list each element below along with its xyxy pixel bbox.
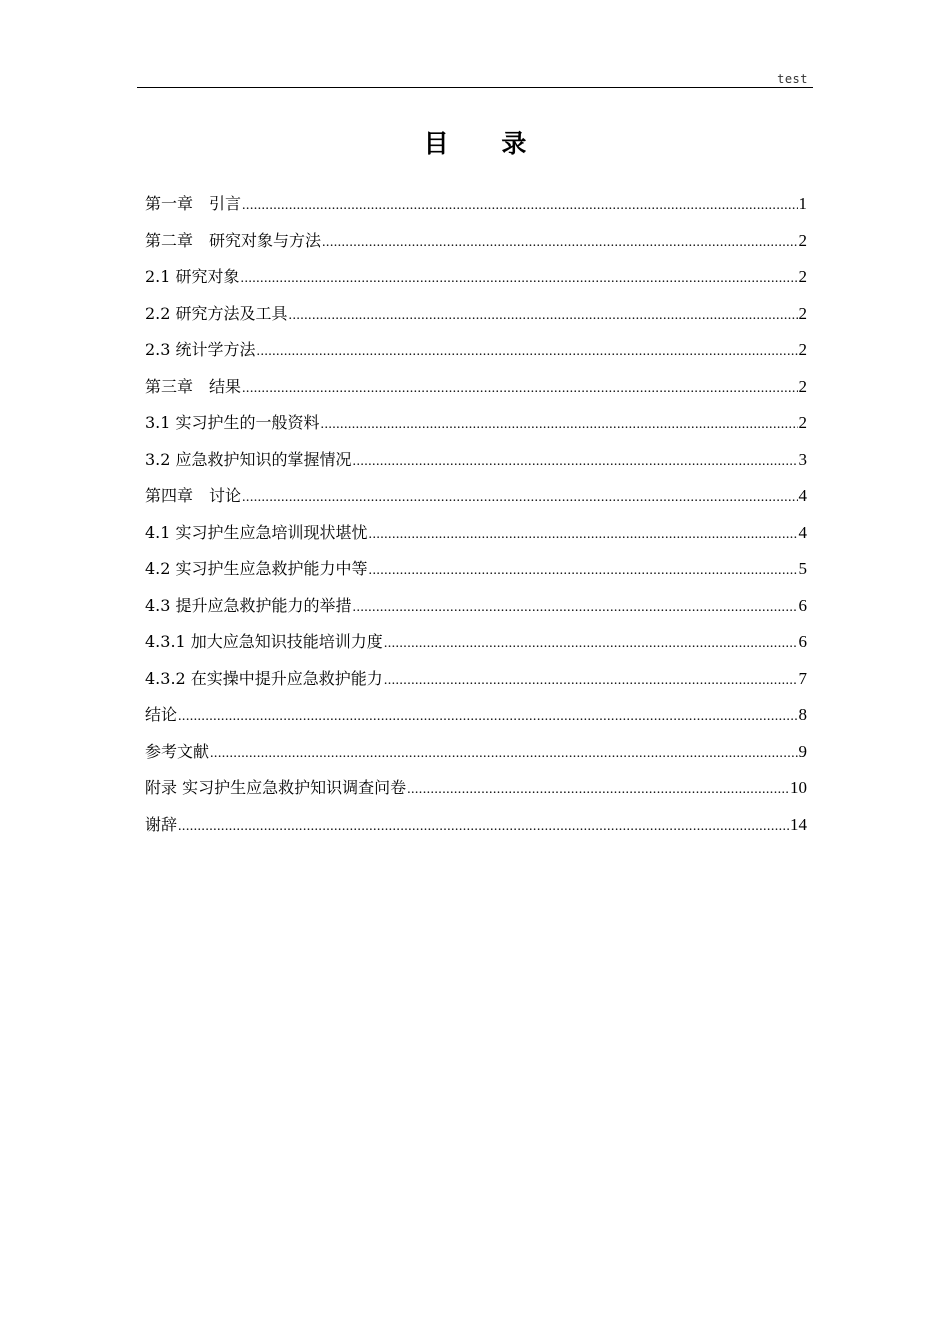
toc-dot-leader [384,626,798,663]
toc-entry-page-number: 7 [798,668,807,688]
toc-entry-label: 4.2 实习护生应急救护能力中等 [145,559,368,578]
toc-entry[interactable] [145,223,807,260]
toc-dot-leader [384,663,798,700]
toc-dot-leader [407,772,789,809]
toc-entry-label: 3.1 实习护生的一般资料 [145,413,320,432]
toc-dot-leader [322,225,797,262]
toc-entry[interactable] [145,186,807,223]
toc-dot-leader [178,699,797,736]
toc-entry-page-number: 10 [790,778,807,797]
toc-entry-label: 3.2 应急救护知识的掌握情况 [145,449,352,469]
toc-entry-page-number: 4 [798,522,807,542]
toc-title: 目 录 [423,129,549,158]
toc-entry-label: 4.3.2 在实操中提升应急救护能力 [145,668,383,688]
toc-entry-page-number: 3 [798,449,807,469]
page-header-text: test [777,72,808,86]
toc-entry[interactable] [145,734,807,771]
toc-dot-leader [242,480,797,517]
toc-entry-page-number: 2 [798,267,807,286]
toc-dot-leader [353,590,798,627]
toc-dot-leader [257,334,798,371]
toc-dot-leader [210,736,797,773]
toc-entry-label: 第三章 结果 [145,376,242,396]
toc-dot-leader [242,188,797,225]
toc-entry[interactable] [145,515,807,552]
toc-entry-page-number: 2 [798,376,807,396]
toc-entry-page-number: 9 [798,741,807,761]
toc-entry-label: 4.1 实习护生应急培训现状堪忧 [145,522,368,542]
toc-entry[interactable] [145,442,807,479]
toc-entry-label: 4.3.1 加大应急知识技能培训力度 [145,632,383,651]
toc-entry-page-number: 2 [798,340,807,359]
toc-entry-label: 谢辞 [145,814,178,834]
toc-entry[interactable] [145,770,807,807]
toc-entry[interactable] [145,296,807,333]
toc-entry-label: 2.1 研究对象 [145,267,240,286]
toc-dot-leader [241,261,798,298]
toc-entry-label: 2.2 研究方法及工具 [145,303,288,323]
toc-entry-label: 附录 实习护生应急救护知识调查问卷 [145,778,407,797]
toc-entry[interactable] [145,697,807,734]
toc-entry-page-number: 8 [798,705,807,724]
toc-entry-page-number: 2 [798,303,807,323]
toc-dot-leader [369,517,798,554]
toc-entry-label: 参考文献 [145,741,210,761]
toc-dot-leader [321,407,798,444]
toc-entry-label: 第二章 研究对象与方法 [145,230,322,250]
toc-entry-page-number: 6 [798,632,807,651]
toc-entry[interactable] [145,551,807,588]
toc-dot-leader [178,809,789,846]
toc-entry-page-number: 2 [798,230,807,250]
toc-entry[interactable] [145,405,807,442]
toc-dot-leader [289,298,798,335]
toc-entry[interactable] [145,369,807,406]
toc-entry[interactable] [145,588,807,625]
table-of-contents [145,186,807,843]
toc-entry-page-number: 5 [798,559,807,578]
toc-entry-page-number: 14 [790,814,807,834]
toc-entry[interactable] [145,478,807,515]
toc-entry[interactable] [145,259,807,296]
toc-entry-label: 2.3 统计学方法 [145,340,256,359]
toc-entry-label: 结论 [145,705,178,724]
toc-entry-page-number: 1 [798,194,807,213]
toc-entry-label: 4.3 提升应急救护能力的举措 [145,595,352,615]
toc-dot-leader [353,444,798,481]
toc-entry-label: 第一章 引言 [145,194,242,213]
toc-dot-leader [242,371,797,408]
toc-entry-page-number: 4 [798,486,807,505]
toc-entry[interactable] [145,332,807,369]
toc-entry[interactable] [145,807,807,844]
header-rule [137,87,813,88]
toc-dot-leader [369,553,798,590]
toc-entry-label: 第四章 讨论 [145,486,242,505]
toc-entry-page-number: 2 [798,413,807,432]
toc-entry[interactable] [145,661,807,698]
toc-entry[interactable] [145,624,807,661]
toc-entry-page-number: 6 [798,595,807,615]
